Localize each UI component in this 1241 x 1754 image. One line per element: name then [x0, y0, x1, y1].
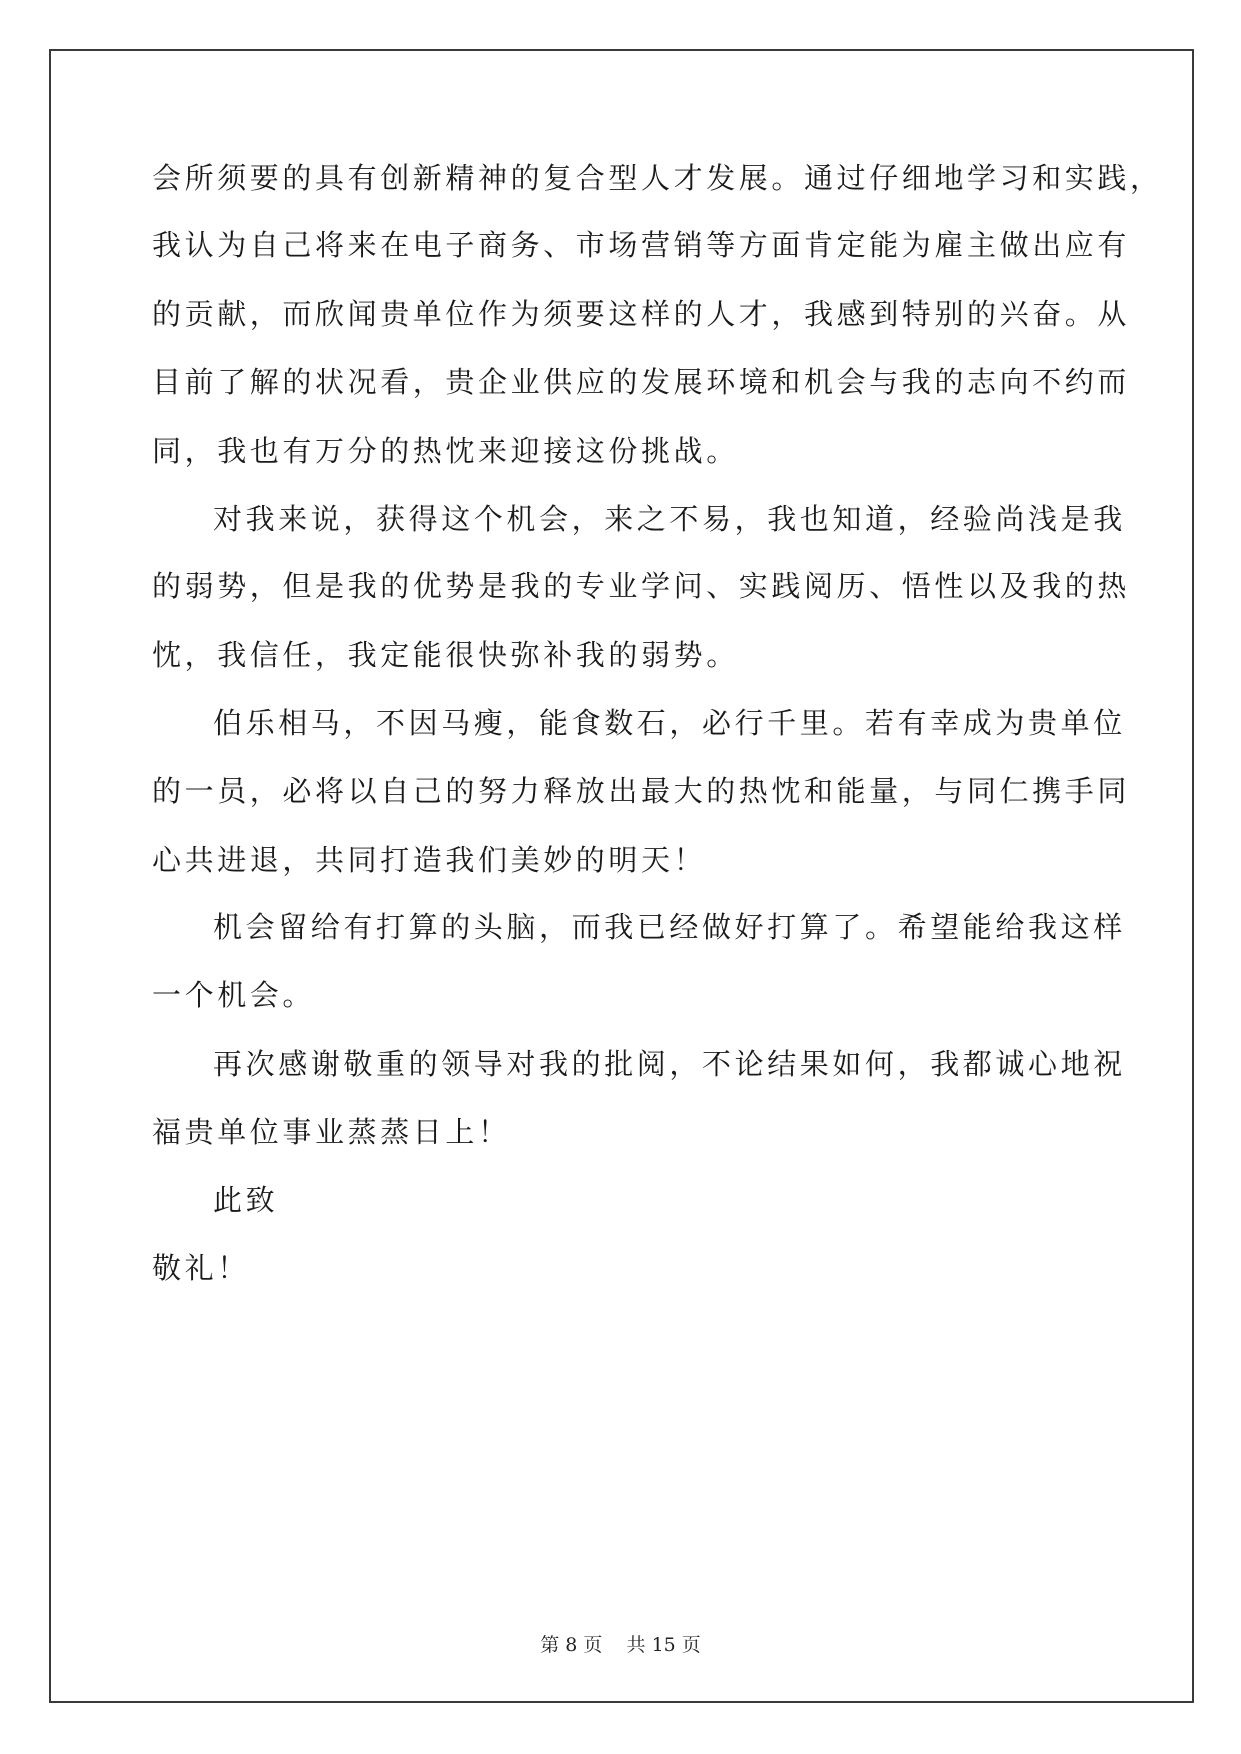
text-line: 的一员，必将以自己的努力释放出最大的热忱和能量，与同仁携手同 [152, 774, 1131, 808]
text-line: 心共进退，共同打造我们美妙的明天！ [152, 843, 707, 877]
closing-salutation: 此致 [213, 1183, 279, 1217]
text-line: 对我来说，获得这个机会，来之不易，我也知道，经验尚浅是我 [213, 502, 1126, 536]
text-line: 的弱势，但是我的优势是我的专业学问、实践阅历、悟性以及我的热 [152, 569, 1131, 603]
page-number-footer: 第 8 页 共 15 页 [540, 1634, 701, 1656]
text-line: 会所须要的具有创新精神的复合型人才发展。通过仔细地学习和实践， [152, 161, 1163, 195]
text-line: 忱，我信任，我定能很快弥补我的弱势。 [152, 638, 739, 672]
text-line: 同，我也有万分的热忱来迎接这份挑战。 [152, 434, 739, 468]
text-line: 我认为自己将来在电子商务、市场营销等方面肯定能为雇主做出应有 [152, 228, 1131, 262]
text-line: 福贵单位事业蒸蒸日上！ [152, 1115, 511, 1149]
text-line: 目前了解的状况看，贵企业供应的发展环境和机会与我的志向不约而 [152, 365, 1131, 399]
closing-regards: 敬礼！ [152, 1251, 250, 1285]
text-line: 机会留给有打算的头脑，而我已经做好打算了。希望能给我这样 [213, 910, 1126, 944]
text-line: 伯乐相马，不因马瘦，能食数石，必行千里。若有幸成为贵单位 [213, 706, 1126, 740]
text-line: 一个机会。 [152, 978, 316, 1012]
text-line: 再次感谢敬重的领导对我的批阅，不论结果如何，我都诚心地祝 [213, 1047, 1126, 1081]
text-line: 的贡献，而欣闻贵单位作为须要这样的人才，我感到特别的兴奋。从 [152, 297, 1131, 331]
